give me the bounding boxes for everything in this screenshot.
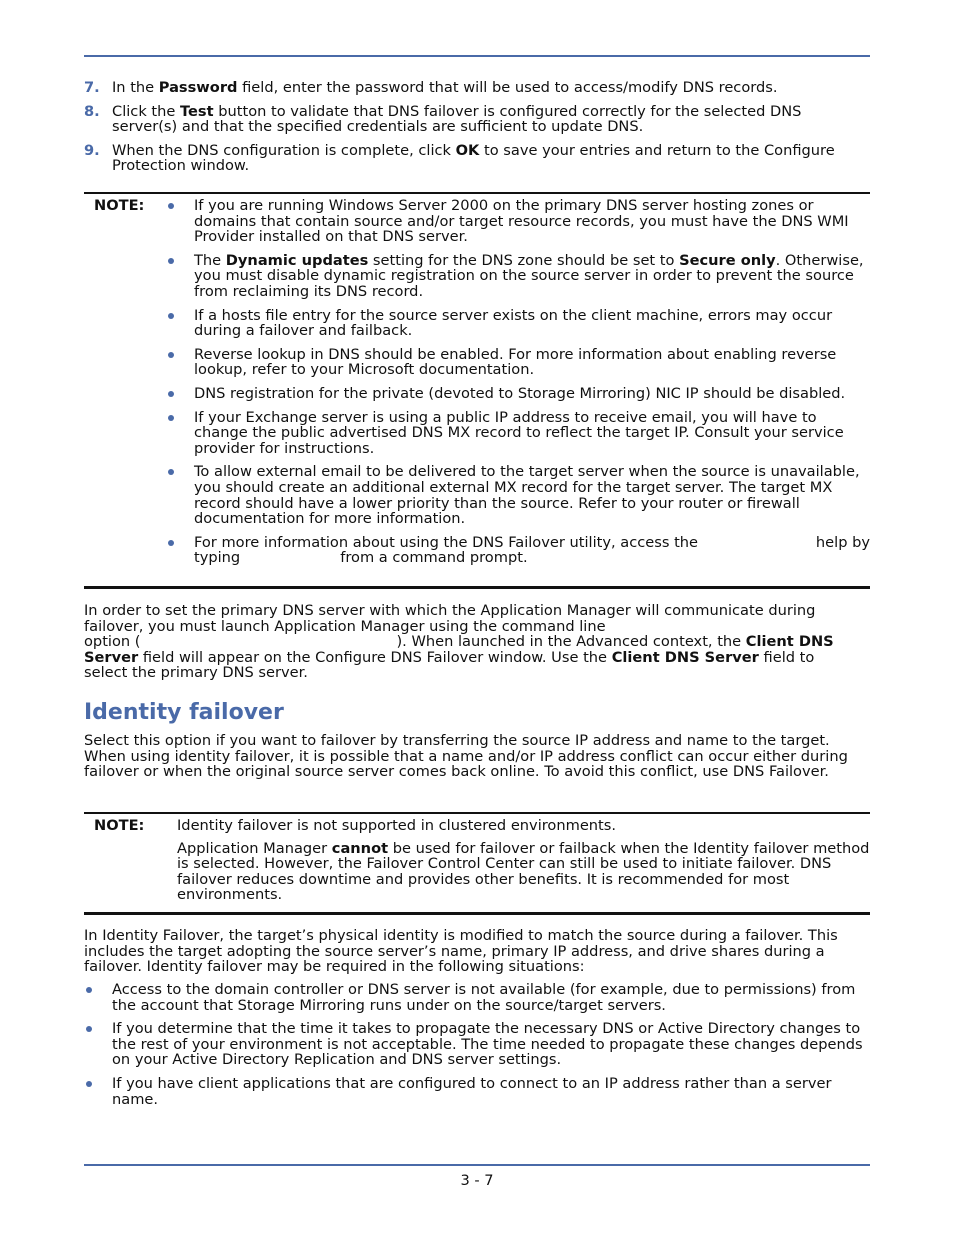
step-list xyxy=(84,80,870,182)
identity-intro-paragraph: Select this option if you want to failover by transferring the source IP address and name to the target. When using identity failover, it is possible that a name and/or IP address conflict can occur either during failover or when the original source server comes back online. To avoid this conflict, use DNS Failover. xyxy=(84,732,848,781)
step-item: 8. Click the Test button to validate that DNS failover is configured correctly for the selected DNS server(s) and that the specified credentials are sufficient to update DNS. xyxy=(84,102,802,136)
note-box-identity xyxy=(84,812,870,915)
bullet-icon xyxy=(168,415,174,421)
step-number: 7. xyxy=(84,79,100,96)
note-label: NOTE: xyxy=(94,197,145,214)
note-item: For more information about using the DNS Failover utility, access the help by typing from a command prompt. xyxy=(84,535,870,566)
bullet-icon xyxy=(86,1081,92,1087)
client-dns-paragraph: In order to set the primary DNS server with which the Application Manager will communicate during failover, you must launch Application Manager using the command line option ( ). When launched in the Advanced context, the Client DNS Server field will appear on the Configure DNS Failover window. Use the Client DNS Server field to select the primary DNS server. xyxy=(84,602,834,682)
note-item: To allow external email to be delivered to the target server when the source is unavailable, you should create an additional external MX record for the target server. The target MX record should have a lower priority than the source. Refer to your router or firewall documentation for more information. xyxy=(84,464,870,526)
bullet-icon xyxy=(86,1026,92,1032)
note-text: Identity failover is not supported in clustered environments. Application Manager cannot be used for failover or failback when the Identity failover method is selected. However, the Failover Control Center can still be used to initiate failover. DNS failover reduces downtime and provides other benefits. It is recommended for most environments. xyxy=(177,817,870,904)
bullet-icon xyxy=(168,313,174,319)
step-item: 7. In the Password field, enter the password that will be used to access/modify DNS records. xyxy=(84,79,778,96)
bullet-icon xyxy=(86,987,92,993)
list-item: Access to the domain controller or DNS server is not available (for example, due to permissions) from the account that Storage Mirroring runs under on the source/target servers. xyxy=(84,982,870,1013)
identity-detail-paragraph: In Identity Failover, the target’s physical identity is modified to match the source during a failover. This includes the target adopting the source server’s name, primary IP address, and drive shares during a failover. Identity failover may be required in the following situations: xyxy=(84,927,838,976)
note-list xyxy=(84,198,870,566)
page-number: 3 - 7 xyxy=(460,1172,494,1189)
bullet-icon xyxy=(168,391,174,397)
list-item: If you have client applications that are configured to connect to an IP address rather than a server name. xyxy=(84,1076,870,1107)
bullet-icon xyxy=(168,258,174,264)
note-item: If your Exchange server is using a public IP address to receive email, you will have to change the public advertised DNS MX record to reflect the target IP. Consult your service provider for instructions. xyxy=(84,410,870,457)
bullet-icon xyxy=(168,203,174,209)
note-label: NOTE: xyxy=(94,817,145,834)
bullet-icon xyxy=(168,352,174,358)
note-box-dns xyxy=(84,192,870,589)
note-item: If you are running Windows Server 2000 on the primary DNS server hosting zones or domains that contain source and/or target resource records, you must have the DNS WMI Provider installed on that DNS server. xyxy=(84,198,870,245)
section-heading: Identity failover xyxy=(84,700,284,725)
situation-list xyxy=(84,982,870,1115)
step-number: 8. xyxy=(84,102,100,120)
list-item: If you determine that the time it takes to propagate the necessary DNS or Active Directory changes to the rest of your environment is not acceptable. The time needed to propagate these changes depends on your Active Directory Replication and DNS server settings. xyxy=(84,1021,870,1068)
note-item: DNS registration for the private (devoted to Storage Mirroring) NIC IP should be disabled. xyxy=(84,386,870,402)
bullet-icon xyxy=(168,540,174,546)
header-rule xyxy=(84,55,870,57)
note-item: If a hosts file entry for the source server exists on the client machine, errors may occur during a failover and failback. xyxy=(84,308,870,339)
note-item: The Dynamic updates setting for the DNS zone should be set to Secure only. Otherwise, you must disable dynamic registration on the source server in order to prevent the source from reclaiming its DNS record. xyxy=(84,253,870,300)
bullet-icon xyxy=(168,469,174,475)
footer-rule xyxy=(84,1164,870,1166)
step-number: 9. xyxy=(84,141,100,159)
note-item: Reverse lookup in DNS should be enabled. For more information about enabling reverse lookup, refer to your Microsoft documentation. xyxy=(84,347,870,378)
step-item: 9. When the DNS configuration is complete, click OK to save your entries and return to the Configure Protection window. xyxy=(84,141,835,175)
